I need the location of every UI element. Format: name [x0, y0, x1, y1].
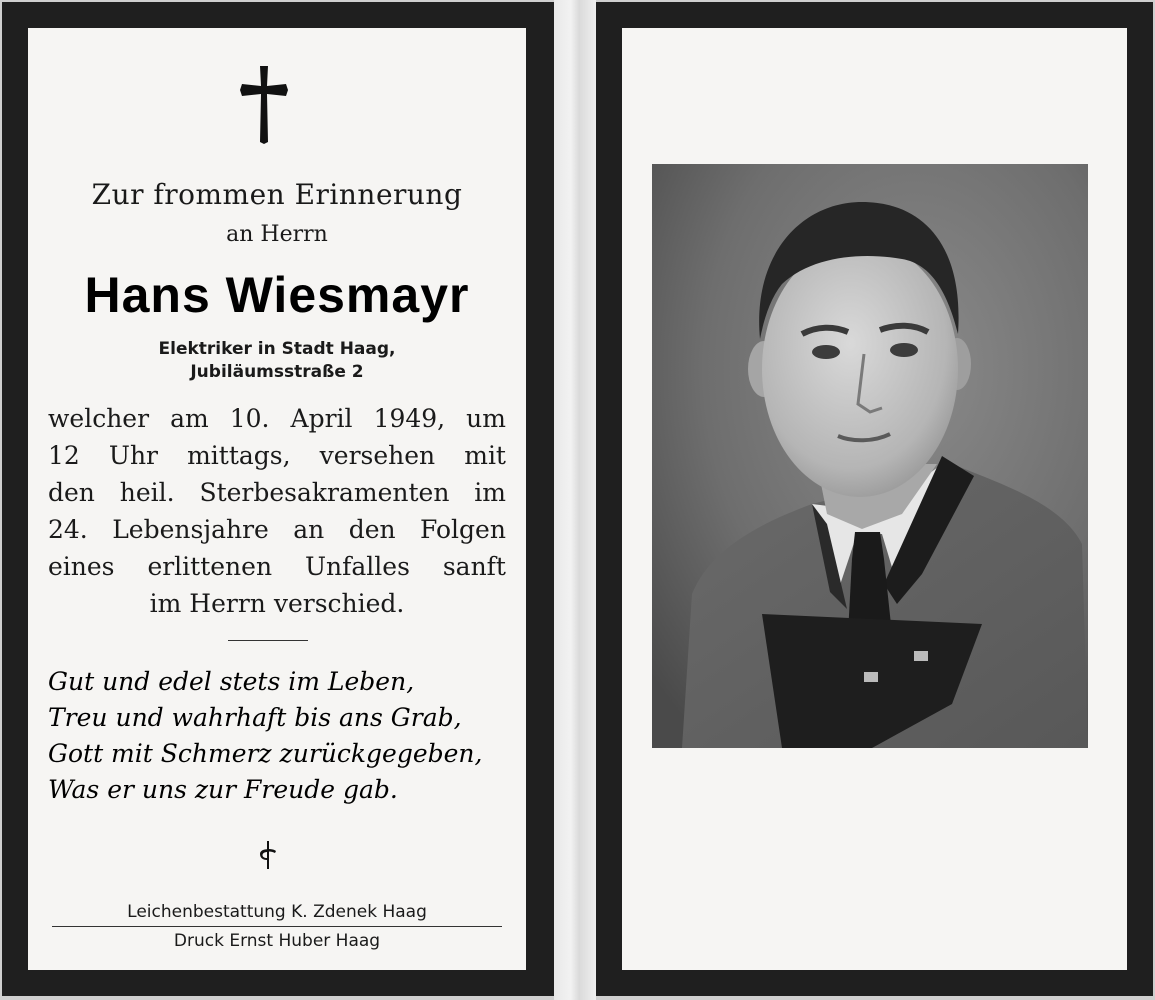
word: Sterbesakramenten — [199, 478, 450, 507]
word: 10. — [229, 404, 270, 433]
word: mittags, — [187, 441, 291, 470]
word: den — [348, 515, 396, 544]
poem-line-1: Gut und edel stets im Leben, — [48, 667, 415, 696]
heading-line-2: an Herrn — [226, 222, 328, 247]
obituary-text — [48, 400, 506, 622]
word: April — [290, 404, 353, 433]
photo-card — [596, 2, 1153, 996]
word: eines — [48, 552, 115, 581]
word: welcher — [48, 404, 150, 433]
word: im Herrn verschied. — [149, 589, 405, 618]
poem-line-4: Was er uns zur Freude gab. — [48, 775, 398, 804]
word: den — [48, 478, 95, 507]
word: Folgen — [420, 515, 506, 544]
occupation-line-2: Jubiläumsstraße 2 — [190, 362, 364, 382]
footer-rule — [52, 926, 502, 927]
text-card — [2, 2, 554, 996]
word: 24. — [48, 515, 88, 544]
word: sanft — [442, 552, 506, 581]
printer-credit: Druck Ernst Huber Haag — [173, 931, 381, 951]
obituary-line — [48, 437, 506, 474]
obituary-line — [48, 400, 506, 437]
text-card-paper — [28, 28, 526, 970]
obituary-line — [48, 585, 506, 622]
word: 12 — [48, 441, 80, 470]
poem-line-2: Treu und wahrhaft bis ans Grab, — [48, 703, 462, 732]
word: im — [474, 478, 506, 507]
obituary-line — [48, 474, 506, 511]
heading-line-1: Zur frommen Erinnerung — [91, 178, 463, 211]
word: um — [466, 404, 506, 433]
funeral-home-credit: Leichenbestattung K. Zdenek Haag — [127, 902, 427, 922]
photo-card-paper — [622, 28, 1127, 970]
poem-line-3: Gott mit Schmerz zurückgegeben, — [48, 739, 483, 768]
small-cross-icon — [256, 840, 280, 870]
obituary-line — [48, 511, 506, 548]
cross-icon — [238, 64, 290, 144]
word: mit — [464, 441, 506, 470]
portrait-illustration — [652, 164, 1088, 748]
section-divider — [228, 640, 308, 641]
memorial-poem — [48, 664, 508, 808]
word: Unfalles — [304, 552, 410, 581]
word: an — [293, 515, 325, 544]
portrait-photo — [652, 164, 1088, 748]
word: Uhr — [108, 441, 159, 470]
deceased-name: Hans Wiesmayr — [84, 267, 470, 323]
word: versehen — [319, 441, 436, 470]
word: Lebensjahre — [112, 515, 269, 544]
word: am — [170, 404, 209, 433]
occupation-line-1: Elektriker in Stadt Haag, — [158, 339, 396, 359]
word: erlittenen — [147, 552, 273, 581]
card-fold — [554, 0, 596, 1000]
word: heil. — [119, 478, 175, 507]
word: 1949, — [373, 404, 446, 433]
obituary-line — [48, 548, 506, 585]
